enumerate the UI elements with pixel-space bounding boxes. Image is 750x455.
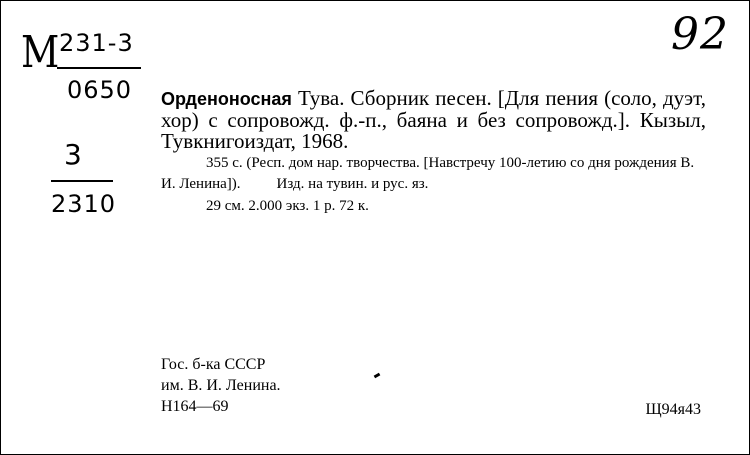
handwritten-shelf-bottom: 0650: [67, 76, 133, 104]
entry-note-1b: Изд. на тувин. и рус. яз.: [276, 176, 429, 192]
library-line-3: Н164—69: [161, 398, 229, 415]
fraction-line-2: [51, 180, 113, 182]
entry-title-bold: Орденоносная: [161, 89, 292, 109]
library-line-1: Гос. б-ка СССР: [161, 356, 266, 373]
entry-main-text: Тува. Сборник песен. [Для пения (соло, дуэт, хор) с сопровожд. ф.-п., баяна и без сопровожд.]. Кызыл, Тувкнигоиздат, 1968.: [161, 86, 706, 153]
ink-speck: [374, 373, 381, 379]
catalog-code: Щ94я43: [645, 401, 701, 418]
entry-main: [161, 88, 706, 152]
entry-note-1a: 355 с. (Респ. дом нар. творчества. [Навстречу 100-летию со дня рождения В. И. Ленина]).: [161, 155, 695, 192]
library-stamp: [161, 354, 281, 417]
bibliographic-entry: [161, 88, 706, 217]
handwritten-copy-bottom: 2310: [51, 190, 117, 218]
entry-note-2: 29 см. 2.000 экз. 1 р. 72 к.: [206, 198, 369, 214]
handwritten-copy-top: 3: [64, 138, 83, 171]
handwritten-page-number: 92: [671, 9, 729, 60]
entry-note-1: [161, 153, 706, 195]
handwritten-letter-m: М: [21, 27, 61, 78]
library-line-2: им. В. И. Ленина.: [161, 377, 281, 394]
handwritten-shelf-top: 231-3: [59, 29, 134, 57]
fraction-line-1: [57, 67, 141, 69]
